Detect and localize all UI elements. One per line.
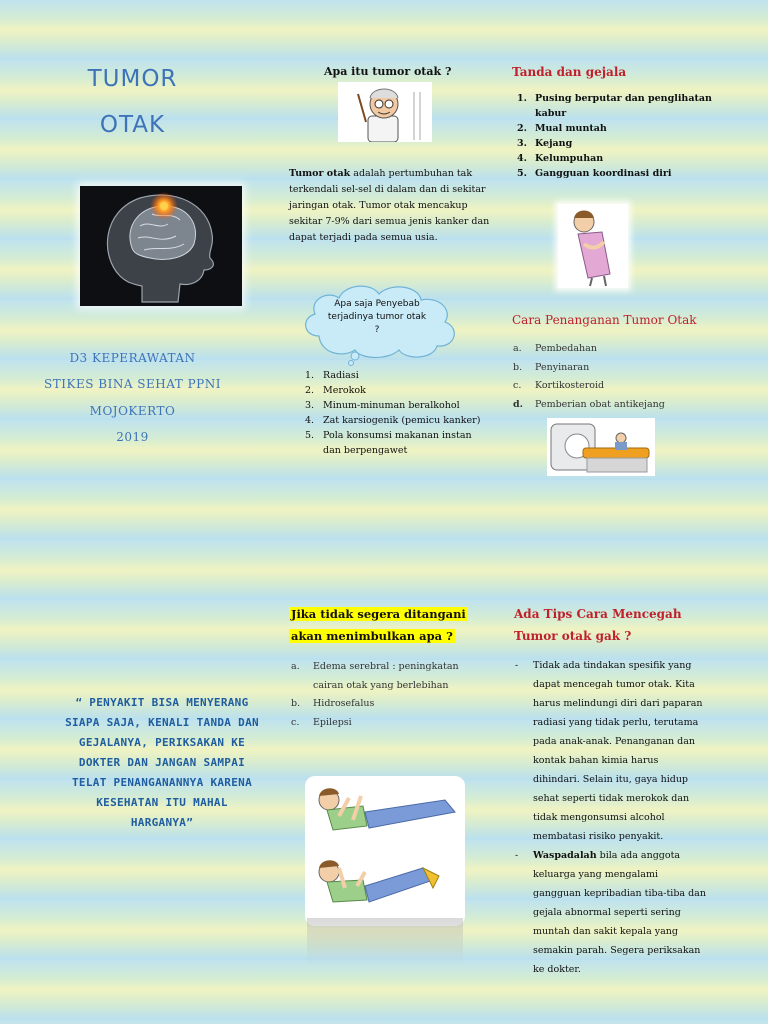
org-line-2: STIKES BINA SEHAT PPNI <box>44 377 221 391</box>
what-heading: Apa itu tumor otak ? <box>324 65 452 78</box>
list-item: c. Epilepsi <box>291 716 352 728</box>
seizure-illustration <box>305 776 465 926</box>
cover-column <box>0 0 265 512</box>
title-line-1: TUMOR <box>87 66 178 92</box>
brain-xray-image <box>80 186 242 306</box>
list-item: 2. Merokok <box>305 385 366 396</box>
org-year: 2019 <box>116 430 149 444</box>
sick-girl-illustration <box>558 204 628 288</box>
doctor-icon <box>338 82 432 142</box>
tips-heading: Ada Tips Cara Mencegah Tumor otak gak ? <box>514 607 682 643</box>
seizure-illustration-reflection <box>307 918 463 966</box>
list-item: 4. Zat karsiogenik (pemicu kanker) <box>305 415 481 426</box>
intro-column <box>265 0 505 512</box>
symptoms-list <box>513 91 713 181</box>
consequence-heading <box>289 603 489 647</box>
tip-emphasis: Waspadalah <box>533 850 597 861</box>
list-item: 5. Pola konsumsi makanan instan dan berpengawet <box>305 430 472 456</box>
list-item: c. Kortikosteroid <box>513 380 605 391</box>
consequence-heading-line-1: Jika tidak segera ditangani <box>291 607 466 621</box>
treatment-list <box>511 340 731 414</box>
list-item: 1. Radiasi <box>305 370 359 381</box>
list-item: b. Penyinaran <box>513 361 590 373</box>
health-quote: “ PENYAKIT BISA MENYERANG SIAPA SAJA, KENALI TANDA DAN GEJALANYA, PERIKSAKAN KE DOKTER DAN JANGAN SAMPAI TELAT PENANGANANNYA KARENA KESEHATAN ITU MAHAL HARGANYA” <box>65 696 259 829</box>
list-item: 3. Kejang <box>517 138 573 149</box>
title-line-2: OTAK <box>99 112 166 138</box>
list-item: 4. Kelumpuhan <box>517 153 604 164</box>
consequence-heading-line-2: akan menimbulkan apa ? <box>291 629 453 643</box>
definition-paragraph <box>289 166 494 246</box>
list-item: - Waspadalah bila ada anggota keluarga yang mengalami gangguan kepribadian tiba-tiba dan gejala abnormal seperti sering muntah dan sakit kepala yang semakin parah. Segera periksakan ke dokter. <box>515 850 706 975</box>
mri-scanner-illustration <box>547 418 655 476</box>
treatment-heading: Cara Penanganan Tumor Otak <box>512 313 697 327</box>
list-item: 2. Mual muntah <box>517 123 607 134</box>
tips-list <box>511 656 707 979</box>
seizure-icon <box>305 776 465 926</box>
org-line-1: D3 KEPERAWATAN <box>69 351 196 365</box>
list-item: a. Pembedahan <box>513 343 597 354</box>
symptoms-column <box>505 0 768 512</box>
tip-text: Tidak ada tindakan spesifik yang dapat mencegah tumor otak. Kita harus melindungi diri dari paparan radiasi yang tidak perlu, terutama pada anak-anak. Penanganan dan kontak bahan kimia harus dihindari. Selain itu, gaya hidup sehat seperti tidak merokok dan tidak mengonsumsi alcohol membatasi risiko penyakit. <box>533 660 703 842</box>
org-line-3: MOJOKERTO <box>89 404 176 418</box>
brain-head-icon <box>80 186 242 306</box>
doctor-illustration <box>338 82 432 142</box>
tip-text: bila ada anggota keluarga yang mengalami gangguan kepribadian tiba-tiba dan gejala abnormal seperti sering muntah dan sakit kepala yang semakin parah. Segera periksakan ke dokter. <box>533 850 706 975</box>
consequences-list <box>289 658 489 732</box>
mri-icon <box>547 418 655 476</box>
list-item: - Tidak ada tindakan spesifik yang dapat mencegah tumor otak. Kita harus melindungi diri dari paparan radiasi yang tidak perlu, terutama pada anak-anak. Penanganan dan kontak bahan kimia harus dihindari. Selain itu, gaya hidup sehat seperti tidak merokok dan tidak mengonsumsi alcohol membatasi risiko penyakit. <box>515 660 703 842</box>
consequence-column <box>265 512 505 1024</box>
cause-cloud <box>295 280 465 366</box>
list-item: b. Hidrosefalus <box>291 698 375 709</box>
list-item: a. Edema serebral : peningkatan cairan otak yang berlebihan <box>291 661 459 691</box>
causes-list <box>301 368 491 458</box>
list-item: 1. Pusing berputar dan penglihatan kabur <box>517 93 712 119</box>
quote-column <box>0 512 265 1024</box>
prevention-column <box>505 512 768 1024</box>
cloud-text: Apa saja Penyebab terjadinya tumor otak ? <box>327 299 427 335</box>
brochure-page-back <box>0 512 768 1024</box>
definition-text: adalah pertumbuhan tak terkendali sel-sel di dalam dan di sekitar jaringan otak. Tumor otak mencakup sekitar 7-9% dari semua jenis kanker dan dapat terjadi pada semua usia. <box>289 168 490 243</box>
symptoms-heading: Tanda dan gejala <box>512 65 627 79</box>
definition-term: Tumor otak <box>289 168 351 179</box>
list-item: 3. Minum-minuman beralkohol <box>305 400 460 411</box>
nausea-icon <box>558 204 628 288</box>
list-item: d. Pemberian obat antikejang <box>513 398 665 410</box>
list-item: 5. Gangguan koordinasi diri <box>517 168 672 179</box>
